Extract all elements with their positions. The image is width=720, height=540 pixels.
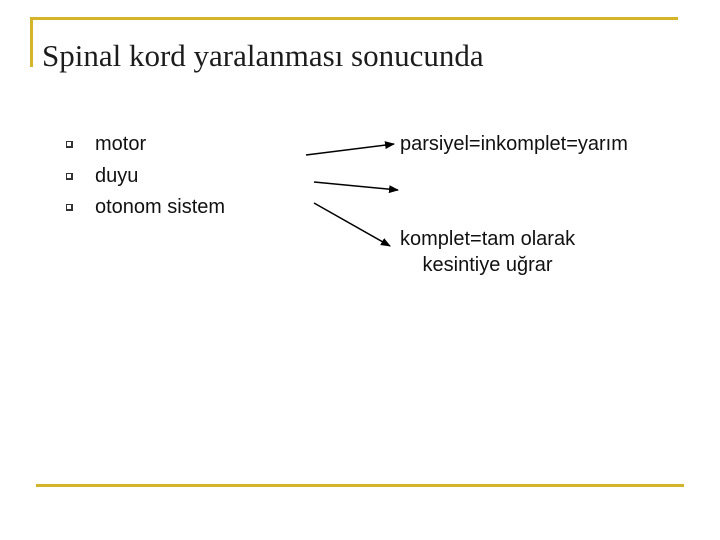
complete-note-line-2: kesintiye uğrar bbox=[422, 254, 553, 276]
complete-note-line-1: komplet=tam olarak bbox=[400, 228, 576, 250]
slide-title: Spinal kord yaralanması sonucunda bbox=[42, 38, 484, 73]
bullet-text: duyu bbox=[95, 164, 139, 187]
arrow-icon bbox=[306, 144, 394, 155]
partial-note: parsiyel=inkomplet=yarım bbox=[400, 133, 628, 155]
arrow-icon bbox=[314, 203, 390, 246]
bullet-text: otonom sistem bbox=[95, 196, 226, 219]
complete-note bbox=[400, 226, 575, 278]
arrow-icon bbox=[314, 182, 398, 190]
bullet-text: motor bbox=[95, 133, 147, 156]
